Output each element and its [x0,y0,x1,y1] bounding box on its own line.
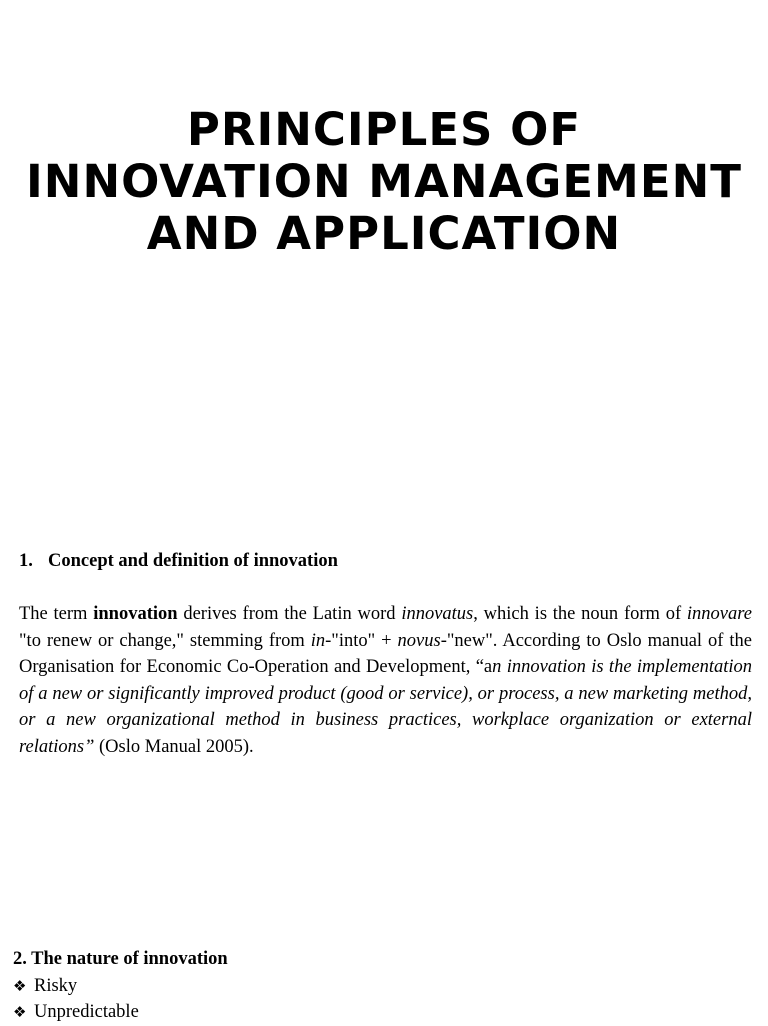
list-item [13,973,753,1000]
list-item [13,999,753,1026]
text-run: (Oslo Manual 2005). [94,736,254,757]
text-run: "to renew or change," stemming from [19,630,311,651]
text-run: -"into" + [325,630,398,651]
section-number: 1. [19,551,33,571]
italic-quote: n innovation is the implementation of a new or significantly improved product (good or service), or process, a new marketing method, or a new organizational method in business practices, workplace organization or external relations” [19,657,752,757]
definition-paragraph [19,601,752,761]
title-line: AND APPLICATION [146,207,622,260]
diamond-bullet-icon: ❖ [13,976,27,995]
italic-term: innovatus [401,604,474,624]
diamond-bullet-icon: ❖ [13,1003,27,1022]
page-title [0,104,768,260]
text-run: -"new". According to Oslo manual of the Organisation for Economic Co-Operation and Development, “a [19,630,752,678]
italic-term: innovare [686,604,752,624]
bullet-list [13,973,753,1026]
text-run: , which is the noun form of [473,604,687,624]
text-run: derives from the Latin word [177,604,402,624]
section-heading-text: Concept and definition of innovation [48,551,338,571]
text-run: The term [19,604,94,624]
title-line: PRINCIPLES OF [186,103,582,156]
section-nature-of-innovation [13,946,753,1026]
list-item-text: Unpredictable [34,1002,139,1023]
section-heading: 2. The nature of innovation [13,949,228,969]
section-heading [19,548,752,574]
list-item-text: Risky [34,975,78,996]
italic-term: novus [397,630,441,651]
section-concept-definition [19,548,752,761]
italic-term: in [310,630,326,651]
bold-term: innovation [93,604,178,624]
title-line: INNOVATION MANAGEMENT [26,155,742,208]
